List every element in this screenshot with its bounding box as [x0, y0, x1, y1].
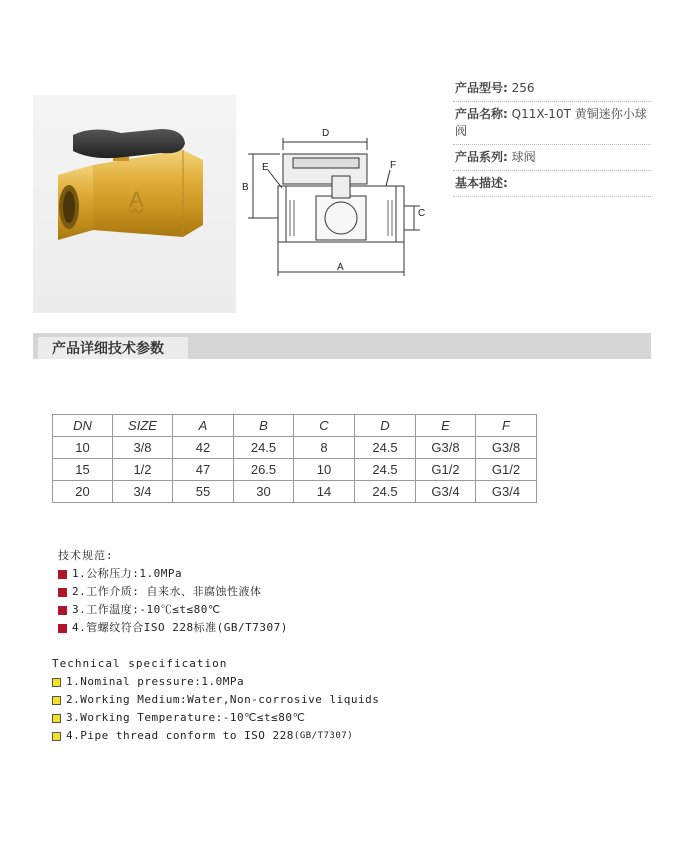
notes-en-item: 4.Pipe thread conform to ISO 228 — [66, 729, 294, 742]
table-cell: G1/2 — [416, 459, 476, 481]
list-item — [52, 727, 379, 745]
table-cell: 24.5 — [234, 437, 294, 459]
red-square-icon — [58, 606, 67, 615]
product-name-value: Q11X-10T 黄铜迷你小球阀 — [455, 107, 647, 138]
table-cell: 24.5 — [355, 481, 416, 503]
product-model-value: 256 — [511, 81, 535, 95]
table-header-row — [53, 415, 537, 437]
table-cell: 10 — [53, 437, 113, 459]
product-name-label: 产品名称: — [455, 107, 508, 121]
product-series-row — [453, 145, 651, 171]
red-square-icon — [58, 588, 67, 597]
notes-cn-title: 技术规范: — [58, 549, 114, 562]
table-cell: 30 — [234, 481, 294, 503]
header-cell: E — [416, 415, 476, 437]
drawing-label-b: B — [242, 182, 249, 193]
notes-cn-item: 2.工作介质: 自来水、非腐蚀性液体 — [72, 585, 262, 598]
product-info-list — [453, 76, 651, 197]
header-cell: D — [355, 415, 416, 437]
table-cell: 20 — [53, 481, 113, 503]
table-cell: G3/8 — [476, 437, 537, 459]
drawing-label-e: E — [262, 162, 269, 173]
drawing-label-f: F — [390, 160, 397, 171]
table-cell: 26.5 — [234, 459, 294, 481]
table-cell: 1/2 — [113, 459, 173, 481]
product-photo — [33, 95, 236, 313]
list-item — [58, 565, 288, 583]
svg-text:A: A — [129, 187, 144, 212]
list-item — [58, 583, 288, 601]
drawing-label-c: C — [418, 208, 426, 219]
header-cell: A — [173, 415, 234, 437]
notes-en-item-suffix: (GB/T7307) — [293, 731, 354, 741]
notes-en-title: Technical specification — [52, 657, 228, 670]
table-cell: G3/4 — [416, 481, 476, 503]
red-square-icon — [58, 570, 67, 579]
header-cell: B — [234, 415, 294, 437]
table-cell: 47 — [173, 459, 234, 481]
table-row — [53, 437, 537, 459]
valve-dimension-drawing — [238, 120, 438, 280]
table-cell: 55 — [173, 481, 234, 503]
section-title: 产品详细技术参数 — [38, 337, 188, 359]
list-item — [58, 601, 288, 619]
notes-cn-item: 4.管螺纹符合ISO 228标准(GB/T7307) — [72, 621, 288, 634]
table-cell: 15 — [53, 459, 113, 481]
list-item — [52, 709, 379, 727]
table-row — [53, 481, 537, 503]
notes-en-item: 2.Working Medium:Water,Non-corrosive liquids — [66, 693, 380, 706]
product-model-label: 产品型号: — [455, 81, 508, 95]
table-cell: 42 — [173, 437, 234, 459]
notes-cn-item: 3.工作温度:-10℃≤t≤80℃ — [72, 603, 221, 616]
technical-spec-cn — [58, 547, 288, 637]
table-cell: G3/4 — [476, 481, 537, 503]
table-cell: 14 — [294, 481, 355, 503]
product-description-label: 基本描述: — [455, 176, 508, 190]
yellow-square-icon — [52, 714, 61, 723]
notes-cn-item: 1.公称压力:1.0MPa — [72, 567, 183, 580]
header-cell: F — [476, 415, 537, 437]
table-cell: 8 — [294, 437, 355, 459]
table-cell: 3/4 — [113, 481, 173, 503]
drawing-label-d: D — [322, 128, 330, 139]
table-row — [53, 459, 537, 481]
table-cell: G3/8 — [416, 437, 476, 459]
product-series-label: 产品系列: — [455, 150, 508, 164]
table-cell: G1/2 — [476, 459, 537, 481]
red-square-icon — [58, 624, 67, 633]
list-item — [58, 619, 288, 637]
brass-ball-valve-image — [33, 95, 236, 313]
table-cell: 10 — [294, 459, 355, 481]
list-item — [52, 691, 379, 709]
product-description-row — [453, 171, 651, 197]
drawing-label-a: A — [337, 262, 344, 273]
spec-table — [52, 414, 537, 503]
section-header-bar — [33, 333, 651, 359]
yellow-square-icon — [52, 678, 61, 687]
product-model-row — [453, 76, 651, 102]
notes-en-item: 3.Working Temperature:-10℃≤t≤80℃ — [66, 711, 306, 724]
yellow-square-icon — [52, 696, 61, 705]
table-cell: 24.5 — [355, 459, 416, 481]
product-series-value: 球阀 — [511, 150, 536, 164]
header-cell: SIZE — [113, 415, 173, 437]
yellow-square-icon — [52, 732, 61, 741]
technical-spec-en — [52, 655, 379, 745]
table-cell: 3/8 — [113, 437, 173, 459]
table-cell: 24.5 — [355, 437, 416, 459]
header-cell: DN — [53, 415, 113, 437]
notes-en-item: 1.Nominal pressure:1.0MPa — [66, 675, 245, 688]
header-cell: C — [294, 415, 355, 437]
list-item — [52, 673, 379, 691]
product-name-row — [453, 102, 651, 145]
